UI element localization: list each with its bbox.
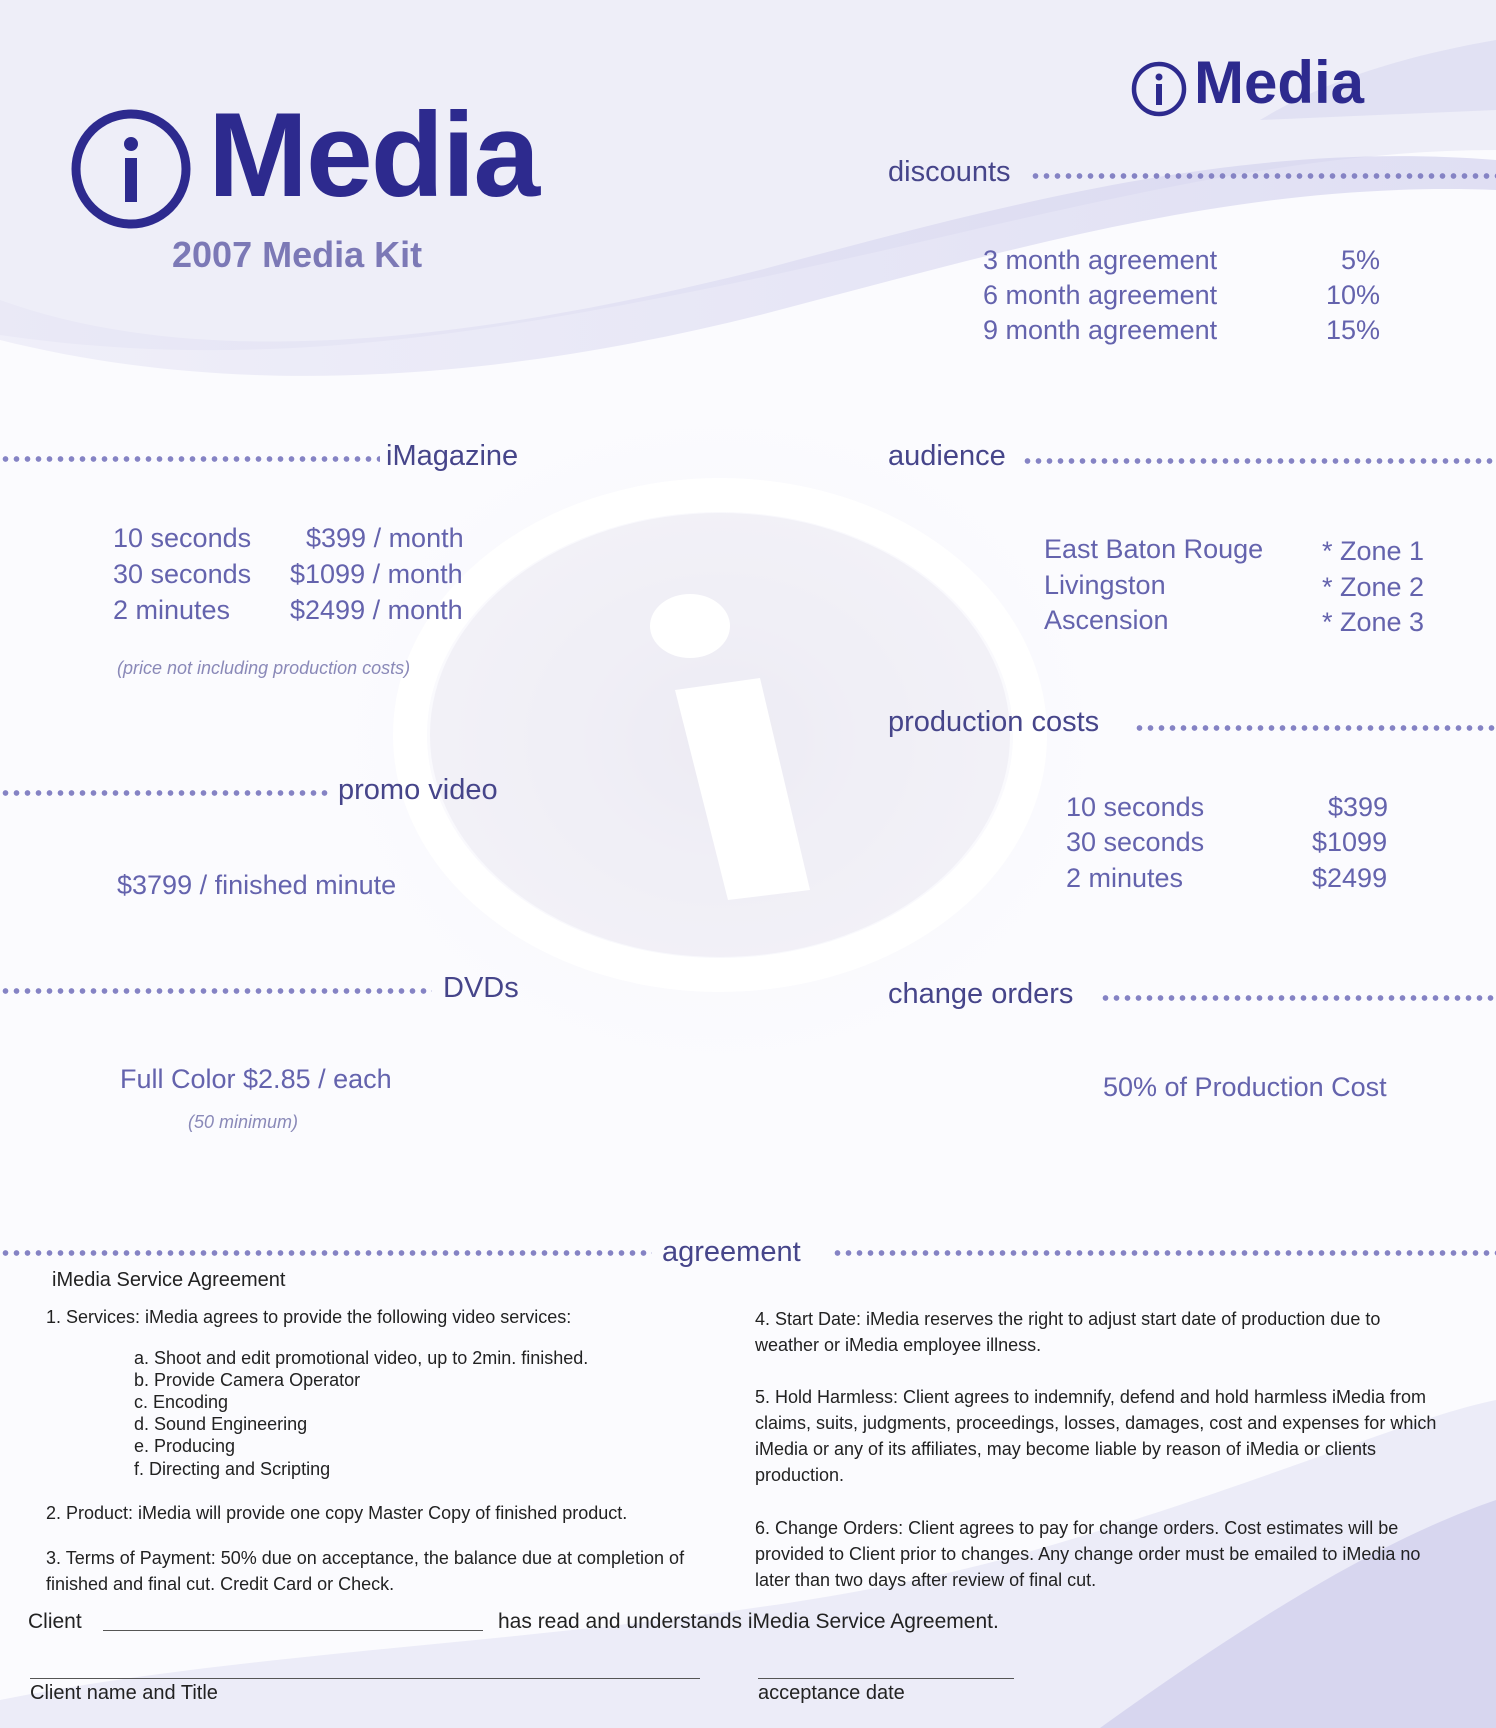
client-name-label: Client name and Title xyxy=(30,1682,218,1704)
audience-zone: * Zone 2 xyxy=(1322,572,1425,602)
production-price: $1099 xyxy=(1312,827,1388,857)
section-divider xyxy=(0,988,432,994)
production-duration: 2 minutes xyxy=(1066,863,1184,893)
info-circle-icon xyxy=(70,108,192,230)
client-statement: has read and understands iMedia Service Agreement. xyxy=(498,1610,999,1633)
audience-title: audience xyxy=(888,440,1006,472)
agreement-item-2: 2. Product: iMedia will provide one copy Master Copy of finished product. xyxy=(46,1503,628,1523)
discounts-title: discounts xyxy=(888,156,1011,188)
client-signature-line[interactable] xyxy=(103,1630,483,1631)
agreement-heading: iMedia Service Agreement xyxy=(52,1269,286,1291)
production-duration: 30 seconds xyxy=(1066,827,1205,857)
discount-label: 9 month agreement xyxy=(983,315,1218,345)
service-item: a. Shoot and edit promotional video, up to 2min. finished. xyxy=(134,1348,589,1368)
audience-area: Livingston xyxy=(1044,570,1166,600)
service-item: c. Encoding xyxy=(134,1392,229,1412)
production-price: $399 xyxy=(1328,792,1389,822)
agreement-item-1: 1. Services: iMedia agrees to provide the following video services: xyxy=(46,1307,572,1327)
audience-zone: * Zone 3 xyxy=(1322,607,1425,637)
discount-label: 6 month agreement xyxy=(983,280,1218,310)
audience-zone: * Zone 1 xyxy=(1322,536,1425,566)
discount-value: 15% xyxy=(1326,315,1381,345)
section-divider xyxy=(0,456,380,462)
change-orders-value: 50% of Production Cost xyxy=(1103,1072,1387,1102)
section-divider xyxy=(1134,725,1496,731)
info-circle-icon xyxy=(1130,60,1188,118)
section-divider xyxy=(0,1250,652,1256)
imagazine-note: (price not including production costs) xyxy=(117,658,411,678)
service-item: e. Producing xyxy=(134,1436,236,1456)
acceptance-date-line[interactable] xyxy=(758,1678,1014,1679)
service-item: f. Directing and Scripting xyxy=(134,1459,331,1479)
acceptance-date-label: acceptance date xyxy=(758,1682,905,1704)
dvds-price: Full Color $2.85 / each xyxy=(120,1064,392,1094)
agreement-item-6: 6. Change Orders: Client agrees to pay for change orders. Cost estimates will be provided to Client prior to changes. Any change order must be emailed to iMedia no later than two days after review of final cut. xyxy=(755,1518,1421,1590)
change-orders-title: change orders xyxy=(888,978,1074,1010)
kit-title: 2007 Media Kit xyxy=(172,234,423,275)
section-divider xyxy=(0,790,330,796)
imagazine-price: $2499 / month xyxy=(290,595,463,625)
logo-small xyxy=(1130,49,1390,124)
section-divider xyxy=(832,1250,1496,1256)
agreement-item-5: 5. Hold Harmless: Client agrees to indemnify, defend and hold harmless iMedia from claims, suits, judgments, proceedings, losses, damages, cost and expenses for which iMedia or any of its affiliates, may become liable by reason of iMedia or clients production. xyxy=(755,1387,1437,1485)
imagazine-duration: 2 minutes xyxy=(113,595,231,625)
audience-area: East Baton Rouge xyxy=(1044,534,1264,564)
client-name-line[interactable] xyxy=(30,1678,700,1679)
promo-video-title: promo video xyxy=(338,774,498,806)
imagazine-duration: 10 seconds xyxy=(113,523,252,553)
dvds-title: DVDs xyxy=(443,972,519,1004)
discount-value: 10% xyxy=(1326,280,1381,310)
promo-video-price: $3799 / finished minute xyxy=(117,870,397,900)
service-item: d. Sound Engineering xyxy=(134,1414,308,1434)
agreement-item-4: 4. Start Date: iMedia reserves the right to adjust start date of production due to weather or iMedia employee illness. xyxy=(755,1309,1381,1355)
section-divider xyxy=(1022,458,1496,464)
section-divider xyxy=(1100,995,1496,1001)
discount-value: 5% xyxy=(1341,245,1381,275)
logo-wordmark: Media xyxy=(208,88,539,222)
imagazine-duration: 30 seconds xyxy=(113,559,252,589)
dvds-note: (50 minimum) xyxy=(188,1112,299,1132)
discount-label: 3 month agreement xyxy=(983,245,1218,275)
imagazine-title: iMagazine xyxy=(386,440,519,472)
logo-main xyxy=(70,88,590,228)
client-label: Client xyxy=(28,1610,82,1633)
agreement-title: agreement xyxy=(662,1236,801,1268)
service-item: b. Provide Camera Operator xyxy=(134,1370,361,1390)
agreement-item-3: 3. Terms of Payment: 50% due on acceptance, the balance due at completion of finished and final cut. Credit Card or Check. xyxy=(46,1548,685,1594)
section-divider xyxy=(1030,173,1496,179)
production-price: $2499 xyxy=(1312,863,1388,893)
logo-small-wordmark: Media xyxy=(1194,49,1365,116)
production-duration: 10 seconds xyxy=(1066,792,1205,822)
production-costs-title: production costs xyxy=(888,706,1100,738)
imagazine-price: $1099 / month xyxy=(290,559,463,589)
audience-area: Ascension xyxy=(1044,605,1169,635)
imagazine-price: $399 / month xyxy=(306,523,464,553)
